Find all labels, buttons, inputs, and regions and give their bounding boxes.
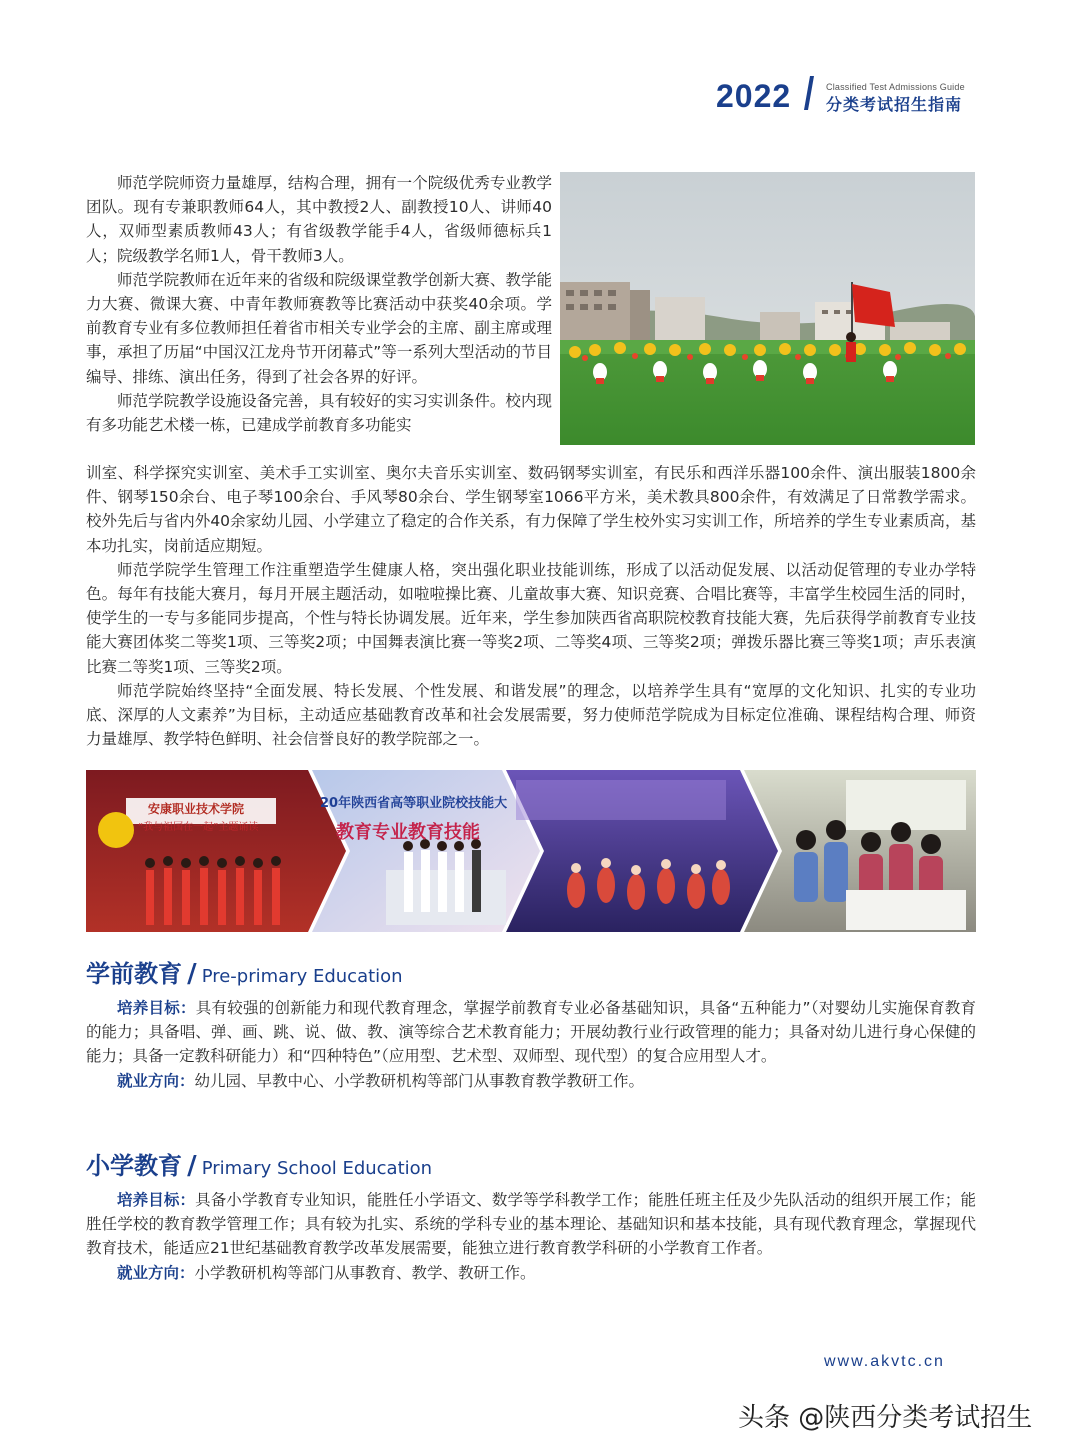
section-body-primary — [86, 1188, 976, 1285]
section-heading-preprimary — [86, 954, 403, 989]
strip-banner-text: 20年陕西省高等职业院校技能大 — [320, 796, 508, 811]
strip-subbanner-text: “我与祖国在一起”主题诵读 — [138, 822, 259, 833]
body-paragraph: 训室、科学探究实训室、美术手工实训室、奥尔夫音乐实训室、数码钢琴实训室，有民乐和西洋乐器100余件、演出服装1800余件、钢琴150余台、电子琴100余台、手风琴80余台、学生钢琴室1066平方米，美术教具800余件，有效满足了日常教学需求。校外先后与省内外40余家幼儿园、小学建立了稳定的合作关系，有力保障了学生校外实习实训工作，所培养的学生专业素质高，基本功扎实，岗前适应期短。 — [86, 464, 976, 555]
goal-text: 具备小学教育专业知识，能胜任小学语文、数学等学科教学工作；能胜任班主任及少先队活动的组织开展工作；能胜任学校的教育教学管理工作；具有较为扎实、系统的学科专业的基本理论、基础知识和基本技能，具有现代教育理念，掌握现代教育技术，能适应21世纪基础教育教学改革发展需要，能独立进行教育教学科研的小学教育工作者。 — [86, 1191, 976, 1258]
main-text-block — [86, 461, 976, 751]
intro-paragraph: 师范学院教学设施设备完善，具有较好的实习实训条件。校内现有多功能艺术楼一栋，已建成学前教育多功能实 — [86, 391, 552, 435]
goal-label: 培养目标： — [117, 999, 196, 1017]
intro-text-column — [86, 171, 552, 437]
section-slash: / — [187, 959, 197, 989]
section-title: 小学教育 — [86, 1152, 182, 1180]
source-watermark: 头条 @陕西分类考试招生 — [738, 1403, 1033, 1433]
section-english-title: Pre-primary Education — [201, 966, 403, 987]
section-slash: / — [187, 1151, 197, 1181]
job-text: 小学教研机构等部门从事教育、教学、教研工作。 — [194, 1263, 536, 1282]
goal-label: 培养目标： — [117, 1191, 196, 1209]
header-slash-mark — [804, 76, 814, 110]
section-heading-primary — [86, 1146, 432, 1181]
intro-paragraph: 师范学院师资力量雄厚，结构合理，拥有一个院级优秀专业教学团队。现有专兼职教师64人，其中教授2人、副教授10人、讲师40人，双师型素质教师43人；有省级教学能手4人，省级师德标兵1人；院级教学名师1人，骨干教师3人。 — [86, 174, 552, 265]
header-english-title: Classified Test Admissions Guide — [826, 82, 965, 92]
job-text: 幼儿园、早教中心、小学教研机构等部门从事教育教学教研工作。 — [194, 1071, 645, 1090]
campus-sports-field-photo — [560, 172, 975, 445]
job-label: 就业方向： — [117, 1071, 195, 1090]
header-chinese-title: 分类考试招生指南 — [826, 95, 963, 114]
body-paragraph: 师范学院始终坚持“全面发展、特长发展、个性发展、和谐发展”的理念，以培养学生具有“宽厚的文化知识、扎实的专业功底、深厚的人文素养”为目标，主动适应基础教育改革和社会发展需要，努力使师范学院成为目标定位准确、课程结构合理、师资力量雄厚、教学特色鲜明、社会信誉良好的教学院部之一。 — [86, 681, 976, 749]
intro-paragraph: 师范学院教师在近年来的省级和院级课堂教学创新大赛、教学能力大赛、微课大赛、中青年教师赛教等比赛活动中获奖40余项。学前教育专业有多位教师担任着省市相关专业学会的主席、副主席或理事，承担了历届“中国汉江龙舟节开闭幕式”等一系列大型活动的节目编导、排练、演出任务，得到了社会各界的好评。 — [86, 270, 552, 386]
strip-banner-text: 安康职业技术学院 — [148, 802, 245, 816]
header-year: 2022 — [716, 78, 792, 114]
activity-photo-strip — [86, 770, 976, 932]
section-title: 学前教育 — [86, 960, 182, 988]
body-paragraph: 师范学院学生管理工作注重塑造学生健康人格，突出强化职业技能训练，形成了以活动促发展、以活动促管理的专业办学特色。每年有技能大赛月，每月开展主题活动，如啦啦操比赛、儿童故事大赛、知识竞赛、合唱比赛等，丰富学生校园生活的同时，使学生的一专与多能同步提高，个性与特长协调发展。近年来，学生参加陕西省高职院校教育技能大赛，先后获得学前教育专业技能大赛团体奖二等奖1项、三等奖2项；中国舞表演比赛一等奖2项、二等奖4项、三等奖2项；弹拨乐器比赛三等奖1项；声乐表演比赛二等奖1项、三等奖2项。 — [86, 560, 976, 676]
job-label: 就业方向： — [117, 1263, 195, 1282]
section-english-title: Primary School Education — [201, 1158, 433, 1179]
footer-website-url[interactable]: www.akvtc.cn — [824, 1353, 945, 1370]
section-body-preprimary — [86, 996, 976, 1093]
goal-text: 具有较强的创新能力和现代教育理念，掌握学前教育专业必备基础知识，具备“五种能力”（对婴幼儿实施保育教育的能力；具备唱、弹、画、跳、说、做、教、演等综合艺术教育能力；开展幼教行业行政管理的能力；具备对幼儿进行身心保健的能力；具备一定教科研能力）和“四种特色”（应用型、艺术型、双师型、现代型）的复合应用型人才。 — [86, 999, 976, 1066]
strip-subbanner-text: 教育专业教育技能 — [336, 822, 480, 843]
photo-panel-recital — [86, 770, 346, 932]
